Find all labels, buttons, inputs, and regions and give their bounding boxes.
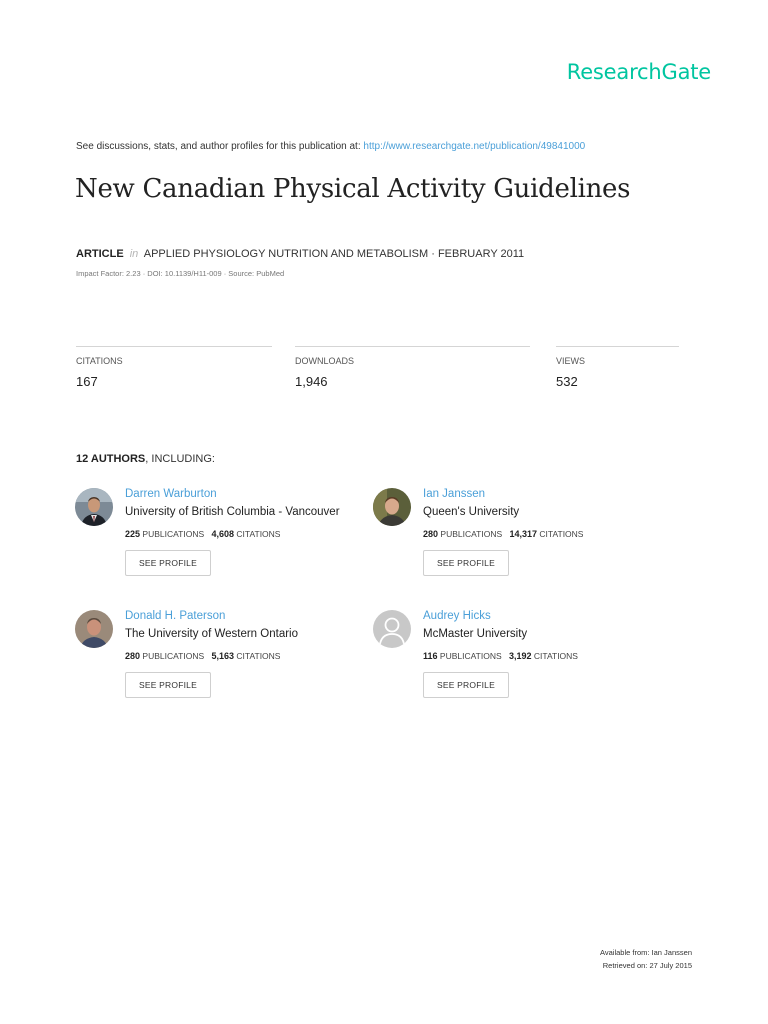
article-title: New Canadian Physical Activity Guidelines bbox=[75, 174, 631, 204]
stat-value: 532 bbox=[556, 374, 578, 389]
stat-value: 1,946 bbox=[295, 374, 328, 389]
article-meta: Impact Factor: 2.23 · DOI: 10.1139/H11-009 · Source: PubMed bbox=[76, 269, 285, 278]
citations-label: CITATIONS bbox=[236, 529, 281, 539]
publications-count: 116 bbox=[423, 651, 438, 661]
stat-label: VIEWS bbox=[556, 356, 586, 366]
citations-count: 5,163 bbox=[211, 651, 235, 661]
author-avatar[interactable] bbox=[373, 488, 411, 526]
stat-label: DOWNLOADS bbox=[295, 356, 355, 366]
see-discussions-text: See discussions, stats, and author profiles for this publication at: bbox=[76, 141, 361, 152]
authors-heading bbox=[76, 453, 215, 465]
author-institution: McMaster University bbox=[423, 628, 528, 640]
see-profile-button[interactable]: SEE PROFILE bbox=[423, 550, 509, 576]
author-counts bbox=[423, 651, 683, 661]
authors-count: 12 AUTHORS bbox=[76, 453, 146, 465]
publications-label: PUBLICATIONS bbox=[142, 529, 205, 539]
see-profile-button[interactable]: SEE PROFILE bbox=[125, 672, 211, 698]
publications-label: PUBLICATIONS bbox=[142, 651, 205, 661]
publications-count: 280 bbox=[125, 651, 141, 661]
publications-count: 280 bbox=[423, 529, 439, 539]
author-institution: Queen's University bbox=[423, 506, 520, 518]
publication-link[interactable]: http://www.researchgate.net/publication/49841000 bbox=[363, 141, 586, 152]
see-profile-button[interactable]: SEE PROFILE bbox=[423, 672, 509, 698]
citations-count: 3,192 bbox=[509, 651, 532, 661]
publications-label: PUBLICATIONS bbox=[440, 529, 503, 539]
author-avatar[interactable] bbox=[75, 610, 113, 648]
authors-suffix: , INCLUDING: bbox=[145, 453, 215, 465]
researchgate-logo[interactable]: ResearchGate bbox=[566, 60, 711, 84]
author-name[interactable]: Ian Janssen bbox=[423, 488, 486, 500]
stat-value: 167 bbox=[76, 374, 98, 389]
author-institution: The University of Western Ontario bbox=[125, 628, 298, 640]
publications-label: PUBLICATIONS bbox=[439, 651, 502, 661]
citations-label: CITATIONS bbox=[539, 529, 584, 539]
citations-count: 4,608 bbox=[211, 529, 235, 539]
stat-downloads bbox=[295, 346, 530, 389]
citations-count: 14,317 bbox=[509, 529, 538, 539]
article-type: ARTICLE bbox=[76, 248, 124, 260]
stat-views bbox=[556, 346, 679, 389]
article-source-line bbox=[76, 248, 524, 260]
footer-info bbox=[600, 946, 692, 972]
citations-label: CITATIONS bbox=[236, 651, 281, 661]
default-avatar-icon[interactable] bbox=[373, 610, 411, 648]
publications-count: 225 bbox=[125, 529, 141, 539]
author-avatar[interactable] bbox=[75, 488, 113, 526]
author-counts bbox=[125, 529, 385, 539]
stat-label: CITATIONS bbox=[76, 356, 123, 366]
see-profile-button[interactable]: SEE PROFILE bbox=[125, 550, 211, 576]
citations-label: CITATIONS bbox=[533, 651, 578, 661]
author-name[interactable]: Audrey Hicks bbox=[423, 610, 491, 622]
author-name[interactable]: Donald H. Paterson bbox=[125, 610, 226, 622]
in-label: in bbox=[129, 248, 139, 260]
see-discussions-line bbox=[76, 141, 585, 152]
author-institution: University of British Columbia - Vancouver bbox=[125, 506, 340, 518]
journal-name: APPLIED PHYSIOLOGY NUTRITION AND METABOLISM · FEBRUARY 2011 bbox=[143, 248, 525, 260]
author-name[interactable]: Darren Warburton bbox=[125, 488, 217, 500]
author-counts bbox=[423, 529, 683, 539]
author-counts bbox=[125, 651, 385, 661]
available-from: Available from: Ian Janssen bbox=[600, 948, 692, 957]
stat-citations bbox=[76, 346, 272, 389]
retrieved-on: Retrieved on: 27 July 2015 bbox=[602, 961, 692, 970]
